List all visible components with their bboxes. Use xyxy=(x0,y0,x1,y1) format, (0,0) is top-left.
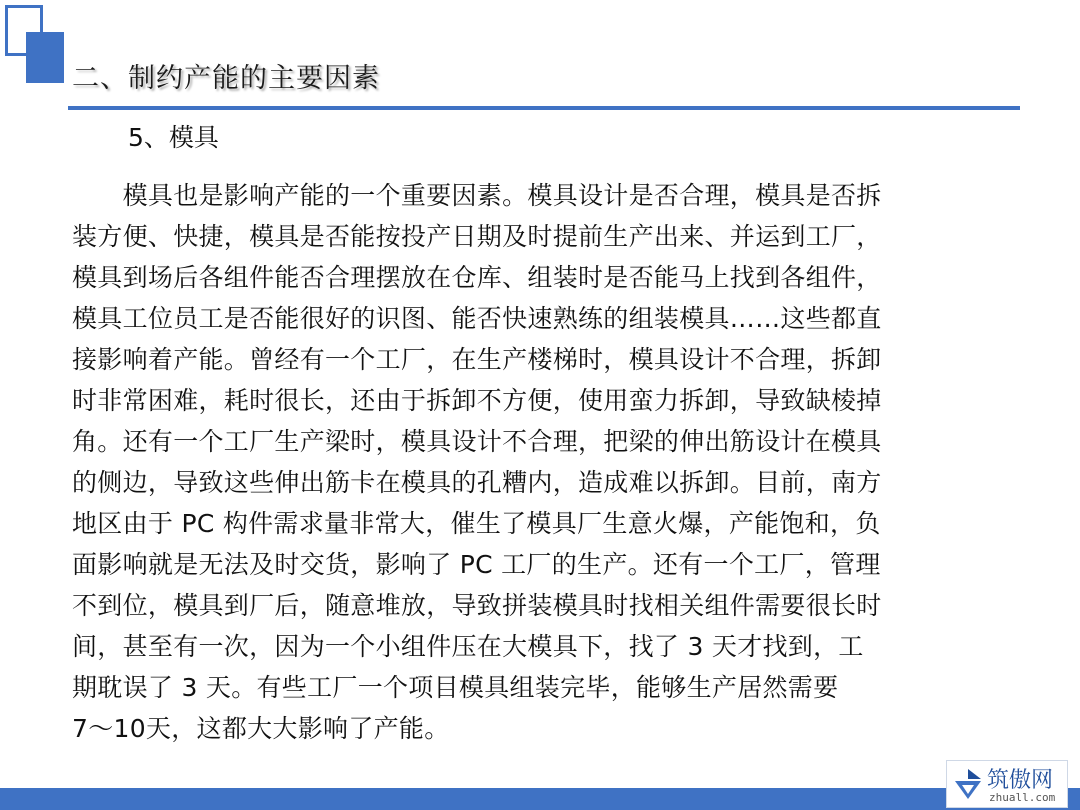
watermark-name: 筑傲网 xyxy=(987,768,1054,793)
body-line: 时非常困难，耗时很长，还由于拆卸不方便，使用蛮力拆卸，导致缺棱掉 xyxy=(72,386,882,415)
body-line: 地区由于 PC 构件需求量非常大，催生了模具厂生意火爆，产能饱和，负 xyxy=(72,509,881,538)
title-divider xyxy=(68,106,1020,110)
body-line: 角。还有一个工厂生产梁时，模具设计不合理，把梁的伸出筋设计在模具 xyxy=(72,427,882,456)
slide-title: 二、制约产能的主要因素 xyxy=(72,63,380,94)
corner-filled-square xyxy=(26,32,64,83)
watermark-badge xyxy=(946,760,1068,808)
body-line: 接影响着产能。曾经有一个工厂，在生产楼梯时，模具设计不合理，拆卸 xyxy=(72,345,882,374)
body-line: 模具也是影响产能的一个重要因素。模具设计是否合理，模具是否拆 xyxy=(72,181,882,210)
body-line: 不到位，模具到厂后，随意堆放，导致拼装模具时找相关组件需要很长时 xyxy=(72,591,882,620)
body-line: 期耽误了 3 天。有些工厂一个项目模具组装完毕，能够生产居然需要 xyxy=(72,673,839,702)
body-line: 7～10天，这都大大影响了产能。 xyxy=(72,714,450,743)
body-line: 间，甚至有一次，因为一个小组件压在大模具下，找了 3 天才找到，工 xyxy=(72,632,864,661)
body-line: 模具到场后各组件能否合理摆放在仓库、组装时是否能马上找到各组件， xyxy=(72,263,882,292)
body-line: 装方便、快捷，模具是否能按投产日期及时提前生产出来、并运到工厂， xyxy=(72,222,882,251)
footer-bar xyxy=(0,788,1080,810)
body-line: 模具工位员工是否能很好的识图、能否快速熟练的组装模具……这些都直 xyxy=(72,304,882,333)
zhuao-logo-icon xyxy=(953,767,983,801)
section-subheading: 5、模具 xyxy=(128,123,219,152)
body-line: 的侧边，导致这些伸出筋卡在模具的孔糟内，造成难以拆卸。目前，南方 xyxy=(72,468,882,497)
watermark-url: zhuall.com xyxy=(989,791,1056,804)
body-line: 面影响就是无法及时交货，影响了 PC 工厂的生产。还有一个工厂，管理 xyxy=(72,550,881,579)
body-paragraph xyxy=(72,175,882,749)
